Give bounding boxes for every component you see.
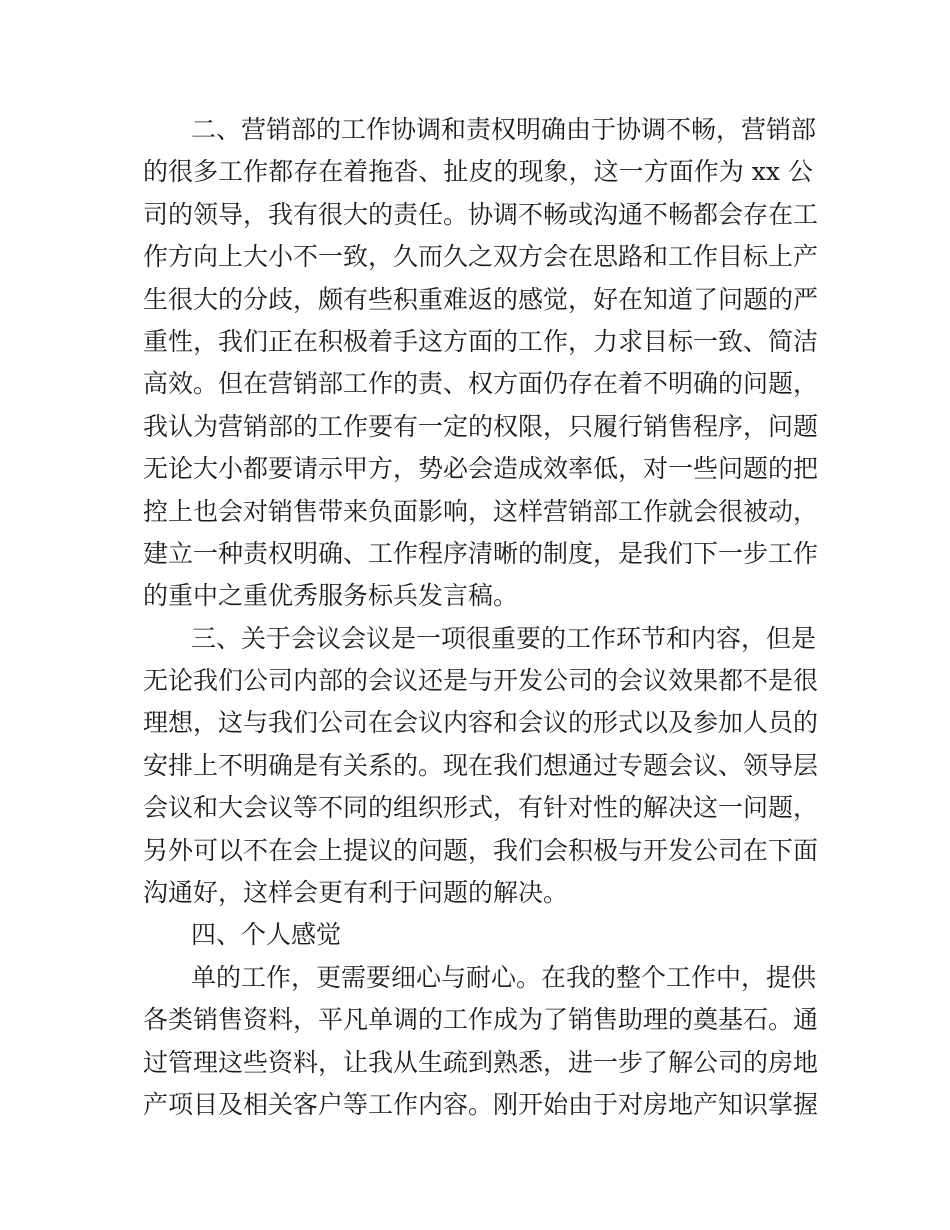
text-line: 理想，这与我们公司在会议内容和会议的形式以及参加人员的 bbox=[143, 708, 819, 738]
text-line: 过管理这些资料，让我从生疏到熟悉，进一步了解公司的房地 bbox=[143, 1047, 819, 1077]
text-line: 单的工作，更需要细心与耐心。在我的整个工作中，提供 bbox=[191, 962, 817, 992]
text-line: 安排上不明确是有关系的。现在我们想通过专题会议、领导层 bbox=[143, 750, 819, 780]
text-line: 高效。但在营销部工作的责、权方面仍存在着不明确的问题， bbox=[143, 369, 819, 399]
text-line: 各类销售资料，平凡单调的工作成为了销售助理的奠基石。通 bbox=[143, 1005, 819, 1035]
text-line: 无论我们公司内部的会议还是与开发公司的会议效果都不是很 bbox=[143, 666, 819, 696]
text-line: 无论大小都要请示甲方，势必会造成效率低，对一些问题的把 bbox=[143, 454, 819, 484]
text-line: 作方向上大小不一致，久而久之双方会在思路和工作目标上产 bbox=[143, 242, 819, 272]
text-line: 重性，我们正在积极着手这方面的工作，力求目标一致、简洁 bbox=[143, 326, 819, 356]
text-line: 三、关于会议会议是一项很重要的工作环节和内容，但是 bbox=[191, 623, 817, 653]
text-line: 司的领导，我有很大的责任。协调不畅或沟通不畅都会存在工 bbox=[143, 199, 819, 229]
text-line: 四、个人感觉 bbox=[191, 920, 342, 950]
text-line: 产项目及相关客户等工作内容。刚开始由于对房地产知识掌握 bbox=[143, 1089, 819, 1119]
text-line: 控上也会对销售带来负面影响，这样营销部工作就会很被动， bbox=[143, 496, 819, 526]
text-line: 的很多工作都存在着拖沓、扯皮的现象，这一方面作为 xx 公 bbox=[143, 157, 813, 187]
text-line: 生很大的分歧，颇有些积重难返的感觉，好在知道了问题的严 bbox=[143, 284, 819, 314]
text-line: 的重中之重优秀服务标兵发言稿。 bbox=[143, 581, 519, 611]
text-line: 我认为营销部的工作要有一定的权限，只履行销售程序，问题 bbox=[143, 411, 819, 441]
text-line: 二、营销部的工作协调和责权明确由于协调不畅，营销部 bbox=[191, 115, 817, 144]
document-body bbox=[143, 109, 819, 1126]
text-line: 沟通好，这样会更有利于问题的解决。 bbox=[143, 878, 569, 908]
text-line: 会议和大会议等不同的组织形式，有针对性的解决这一问题， bbox=[143, 793, 819, 823]
text-line: 建立一种责权明确、工作程序清晰的制度，是我们下一步工作 bbox=[143, 538, 819, 568]
text-line: 另外可以不在会上提议的问题，我们会积极与开发公司在下面 bbox=[143, 835, 819, 865]
